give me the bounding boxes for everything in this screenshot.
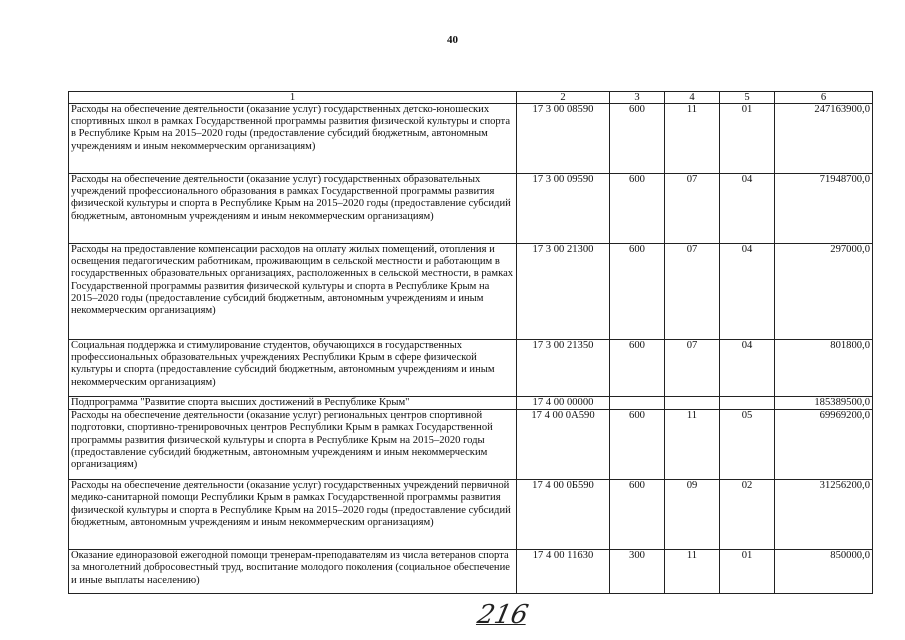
row-code: 17 3 00 09590: [517, 174, 610, 244]
row-name: Расходы на обеспечение деятельности (оказание услуг) государственных учреждений первичной медико-санитарной помощи Республики Крым в рамках Государственной программы развития физической культуры и спорта в Республике Крым на 2015–2020 годы (предоставление субсидий бюджетным, автономным учреждениям и иным некоммерческим организациям): [69, 480, 517, 550]
table-row: [69, 480, 873, 550]
row-section: 07: [665, 244, 720, 340]
row-type: 600: [610, 340, 665, 397]
row-code: 17 3 00 08590: [517, 104, 610, 174]
row-amount: 31256200,0: [775, 480, 873, 550]
row-subsection: 01: [720, 104, 775, 174]
row-subsection: 01: [720, 550, 775, 594]
row-name: Расходы на обеспечение деятельности (оказание услуг) государственных детско-юношеских спортивных школ в рамках Государственной программы развития физической культуры и спорта в Республике Крым на 2015–2020 годы (предоставление субсидий бюджетным, автономным учреждениям и иным некоммерческим организациям): [69, 104, 517, 174]
row-subsection: 04: [720, 174, 775, 244]
page-number: 40: [447, 34, 458, 46]
table-row: [69, 174, 873, 244]
row-name: Социальная поддержка и стимулирование студентов, обучающихся в государственных профессиональных образовательных учреждениях Республики Крым в сфере физической культуры и спорта (предоставление субсидий бюджетным, автономным учреждениям и иным некоммерческим организациям): [69, 340, 517, 397]
row-code: 17 4 00 0А590: [517, 410, 610, 480]
row-amount: 850000,0: [775, 550, 873, 594]
row-section: 07: [665, 340, 720, 397]
header-col-3: 3: [610, 92, 665, 104]
row-name: Расходы на обеспечение деятельности (оказание услуг) государственных образовательных учреждений профессионального образования в рамках Государственной программы развития физической культуры и спорта в Республике Крым на 2015–2020 годы (предоставление субсидий бюджетным, автономным учреждениям и иным некоммерческим организациям): [69, 174, 517, 244]
table-row: [69, 410, 873, 480]
row-amount: 69969200,0: [775, 410, 873, 480]
table-row: [69, 550, 873, 594]
row-section: [665, 397, 720, 410]
header-col-5: 5: [720, 92, 775, 104]
row-code: 17 4 00 0Б590: [517, 480, 610, 550]
row-type: 600: [610, 174, 665, 244]
row-section: 11: [665, 410, 720, 480]
row-type: 600: [610, 480, 665, 550]
row-section: 07: [665, 174, 720, 244]
row-amount: 247163900,0: [775, 104, 873, 174]
row-type: 600: [610, 244, 665, 340]
row-type: 300: [610, 550, 665, 594]
row-amount: 185389500,0: [775, 397, 873, 410]
row-code: 17 3 00 21300: [517, 244, 610, 340]
row-type: [610, 397, 665, 410]
row-name: Расходы на обеспечение деятельности (оказание услуг) региональных центров спортивной подготовки, спортивно-тренировочных центров Республики Крым в рамках Государственной программы развития физической культуры и спорта в Республике Крым на 2015–2020 годы (предоставление субсидий бюджетным, автономным учреждениям и иным некоммерческим организациям): [69, 410, 517, 480]
table-row: [69, 244, 873, 340]
budget-table: [68, 91, 873, 594]
row-subsection: 05: [720, 410, 775, 480]
row-subsection: 04: [720, 340, 775, 397]
row-code: 17 4 00 11630: [517, 550, 610, 594]
row-subsection: 02: [720, 480, 775, 550]
handwritten-page-number: 216: [474, 600, 531, 630]
table-row: [69, 104, 873, 174]
header-col-1: 1: [69, 92, 517, 104]
row-amount: 71948700,0: [775, 174, 873, 244]
row-section: 11: [665, 550, 720, 594]
table-row: [69, 340, 873, 397]
row-name: Расходы на предоставление компенсации расходов на оплату жилых помещений, отопления и освещения педагогическим работникам, проживающим в сельской местности и работающим в государственных образовательных организациях, расположенных в сельской местности, в рамках Государственной программы развития физической культуры и спорта в Республике Крым на 2015–2020 годы (предоставление субсидий бюджетным, автономным учреждениям и иным некоммерческим организациям): [69, 244, 517, 340]
row-section: 09: [665, 480, 720, 550]
header-col-4: 4: [665, 92, 720, 104]
row-name: Подпрограмма "Развитие спорта высших достижений в Республике Крым": [69, 397, 517, 410]
header-row: [69, 92, 873, 104]
row-code: 17 3 00 21350: [517, 340, 610, 397]
table-row: [69, 397, 873, 410]
row-subsection: 04: [720, 244, 775, 340]
row-type: 600: [610, 410, 665, 480]
header-col-6: 6: [775, 92, 873, 104]
row-amount: 297000,0: [775, 244, 873, 340]
row-section: 11: [665, 104, 720, 174]
header-col-2: 2: [517, 92, 610, 104]
row-amount: 801800,0: [775, 340, 873, 397]
row-name: Оказание единоразовой ежегодной помощи тренерам-преподавателям из числа ветеранов спорта за многолетний добросовестный труд, воспитание молодого поколения (социальное обеспечение и иные выплаты населению): [69, 550, 517, 594]
row-subsection: [720, 397, 775, 410]
row-code: 17 4 00 00000: [517, 397, 610, 410]
row-type: 600: [610, 104, 665, 174]
